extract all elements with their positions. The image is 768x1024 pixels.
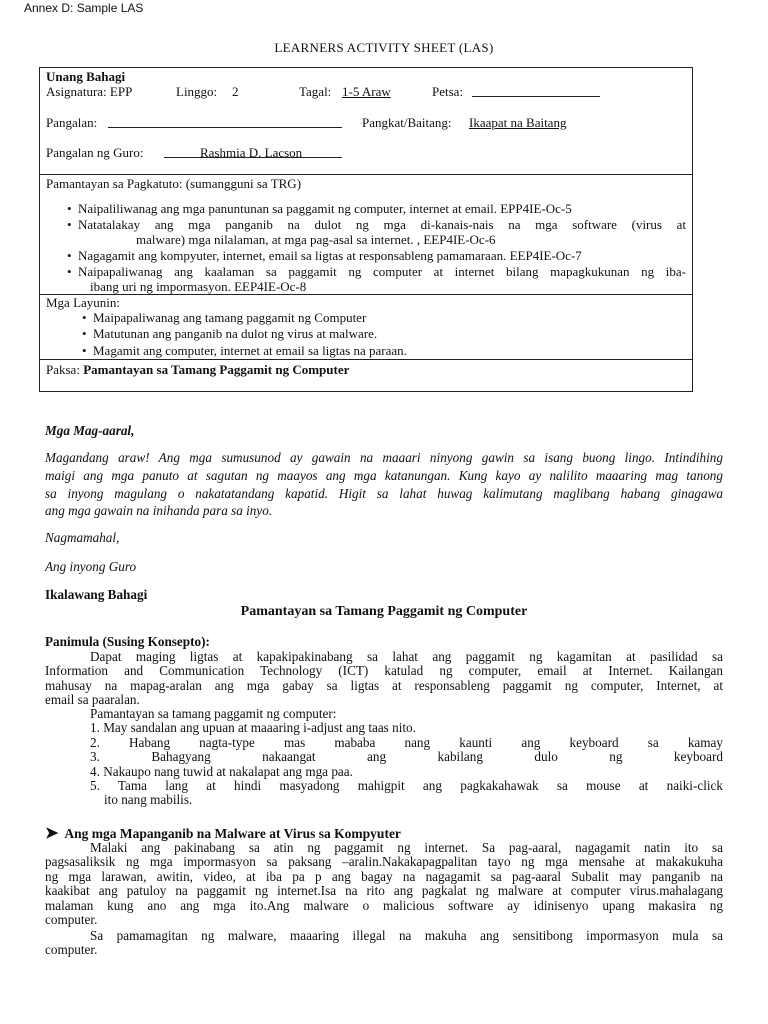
name-label: Pangalan: — [46, 115, 98, 130]
rules-label: Pamantayan sa tamang paggamit ng computer: — [90, 706, 337, 721]
part-label: Unang Bahagi — [46, 69, 126, 84]
intro-line: email sa paaralan. — [45, 692, 140, 708]
grade-value: Ikaapat na Baitang — [469, 115, 567, 130]
rules-list — [90, 707, 723, 808]
standard-item: • Natatalakay ang mga panganib na dulot ng mga di-kanais-nais na mga software (virus at — [78, 217, 686, 233]
letter-line: maigi ang mga panuto at sagutan ng maayos ang mga katanungan. Kung kayo ay nalilito maaaring mag tanong — [45, 467, 723, 483]
letter-body — [45, 449, 723, 520]
grade-label: Pangkat/Baitang: — [362, 115, 452, 130]
part2-label: Ikalawang Bahagi — [45, 587, 148, 602]
teacher-label: Pangalan ng Guro: — [46, 145, 144, 160]
malware-line: Malaki ang pakinabang sa atin ng paggamit ng internet. Sa pag-aaral, nagagamit natin ito sa — [90, 840, 723, 855]
malware-line: pagsasaliksik ng mga impormasyon sa paksang –aralin.Nakakapagpalitan tayo ng mga mensahe at makakukuha — [45, 854, 723, 870]
standard-item-cont: ibang uri ng impormasyon. EEP4IE-Oc-8 — [90, 279, 307, 294]
standard-item: • Naipaliliwanag ang mga panuntunan sa paggamit ng computer, internet at email. EPP4IE-Oc-5 — [78, 201, 572, 217]
objectives-label: Mga Layunin: — [46, 295, 121, 310]
week-value: 2 — [232, 84, 239, 99]
rule-item: 3. Bahagyang nakaangat ang kabilang dulo ng keyboard — [90, 749, 723, 765]
salutation: Mga Mag-aaral, — [45, 423, 135, 438]
document-title: LEARNERS ACTIVITY SHEET (LAS) — [274, 40, 494, 55]
intro-line: Information and Communication Technology (ICT) katulad ng computer, email at Internet. Kailangan — [45, 663, 723, 679]
malware-paragraph-1 — [45, 841, 723, 927]
objective-item: • Magamit ang computer, internet at email sa ligtas na paraan. — [93, 343, 407, 359]
intro-label: Panimula (Susing Konsepto): — [45, 634, 210, 649]
intro-line: mahusay na mapag-aralan ang mga gabay sa ligtas at responsableng paggamit ng computer, Internet, at — [45, 677, 723, 693]
rule-item: 2. Habang nagta-type mas mababa nang kaunti ang keyboard sa kamay — [90, 734, 723, 750]
malware-heading: Ang mga Mapanganib na Malware at Virus sa Kompyuter — [64, 826, 401, 841]
date-label: Petsa: — [432, 84, 464, 99]
objective-item: • Maipapaliwanag ang tamang paggamit ng Computer — [93, 310, 366, 326]
duration-value: 1-5 Araw — [342, 84, 391, 99]
info-box — [39, 67, 693, 392]
standard-item-cont: malware) mga nilalaman, at mga pag-asal sa internet. , EEP4IE-Oc-6 — [136, 232, 496, 247]
arrow-bullet-icon: ➤ — [45, 825, 59, 842]
malware-line: computer. — [45, 942, 98, 958]
letter-line: ang mga gawain na inihanda para sa inyo. — [45, 503, 273, 519]
intro-paragraph — [45, 650, 723, 708]
objective-item: • Matutunan ang panganib na dulot ng virus at malware. — [93, 326, 377, 342]
standards-label: Pamantayan sa Pagkatuto: (sumangguni sa TRG) — [46, 176, 302, 191]
malware-line: computer. — [45, 912, 98, 928]
standard-item: • Naipapaliwanag ang kaalaman sa paggamit ng computer at internet bilang mapagkukunan ng iba- — [78, 264, 686, 280]
malware-line: Sa pamamagitan ng malware, maaaring illegal na makuha ang sensitibong impormasyon mula sa — [90, 928, 723, 943]
subject-label: Asignatura: EPP — [46, 84, 133, 99]
letter-line: Magandang araw! Ang mga sumusunod ay gawain na maaari ninyong gawin sa isang buong lingo. Intindihing — [45, 450, 723, 465]
rule-item: 1. May sandalan ang upuan at maaaring i-adjust ang taas nito. — [90, 720, 416, 736]
signature: Ang inyong Guro — [45, 559, 137, 574]
topic-label: Paksa: — [46, 362, 80, 377]
annex-label: Annex D: Sample LAS — [24, 1, 144, 15]
topic-value: Pamantayan sa Tamang Paggamit ng Computer — [83, 362, 350, 377]
name-line — [108, 127, 342, 128]
standard-item: • Nagagamit ang kompyuter, internet, email sa ligtas at responsableng pamamaraan. EEP4IE-Oc-7 — [78, 248, 582, 264]
rule-item: 5. Tama lang at hindi masyadong mahigpit ang pagkakahawak sa mouse at naiki-click — [90, 778, 723, 794]
objectives-section — [40, 295, 692, 360]
rule-item: 4. Nakaupo nang tuwid at nakalapat ang mga paa. — [90, 763, 353, 779]
letter-line: sa inyong magulang o nakatatandang kapatid. Higit sa lahat huwag kalimutang maglibang habang ginagawa — [45, 485, 723, 501]
rule-item-cont: ito nang mabilis. — [104, 792, 193, 808]
malware-line: kaakibat ang patuloy na paggamit ng internet.Isa na rito ang pagkalat ng malware at computer virus.mahalagang — [45, 883, 723, 899]
standards-section — [40, 175, 692, 295]
duration-label: Tagal: — [299, 84, 332, 99]
teacher-value: Rashmia D. Lacson — [200, 145, 303, 160]
date-line — [472, 96, 600, 97]
malware-paragraph-2 — [45, 929, 723, 958]
malware-line: ng mga larawan, awitin, video, at iba pa p ang bagay na nagagamit sa pag-aaral Subalit may panganib na — [45, 868, 723, 884]
week-label: Linggo: — [176, 84, 218, 99]
info-section — [40, 68, 692, 175]
part2-title: Pamantayan sa Tamang Paggamit ng Computer — [240, 604, 528, 619]
topic-row — [46, 362, 349, 378]
intro-line: Dapat maging ligtas at kapakipakinabang sa lahat ang paggamit ng kagamitan at pasilidad sa — [90, 649, 723, 664]
malware-line: malaman kung ano ang mga ito.Ang malware o malicious software ay idinisenyo upang makasira ng — [45, 897, 723, 913]
closing: Nagmamahal, — [45, 530, 120, 545]
